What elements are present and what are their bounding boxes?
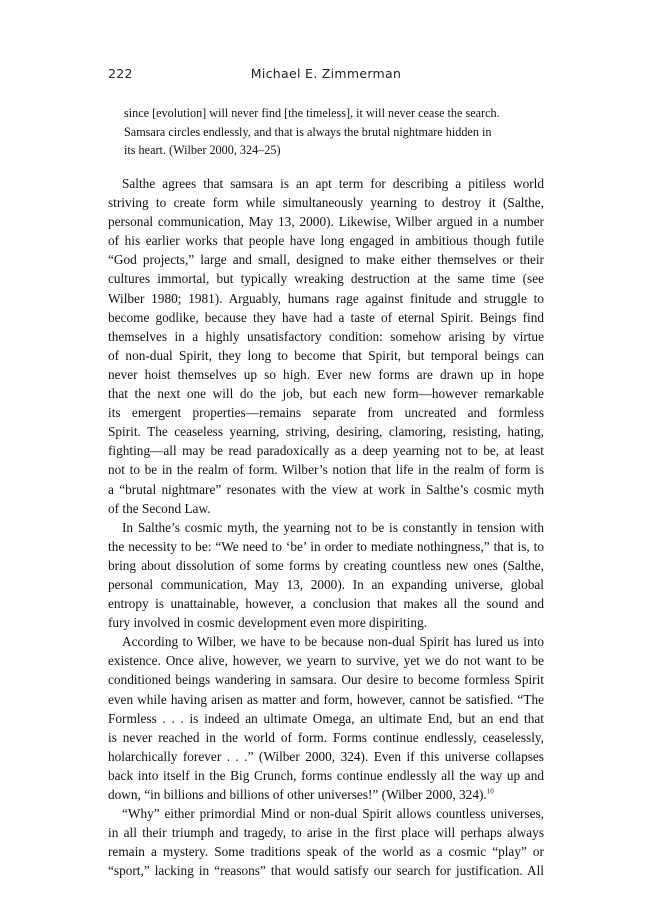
text-line: of his earlier works that people have long engaged in ambitious though futile: [108, 233, 544, 249]
page-number: 222: [108, 66, 133, 81]
text-line: is never reached in the world of form. Forms continue endlessly, ceaselessly,: [108, 729, 544, 745]
text-line: themselves in a highly unsatisfactory condition: somehow arising by virtue: [108, 328, 544, 344]
running-head-author: Michael E. Zimmerman: [250, 66, 402, 81]
footnote-marker[interactable]: 10: [486, 787, 494, 796]
paragraph: [108, 632, 544, 804]
text-line: a “brutal nightmare” resonates with the view at work in Salthe’s cosmic myth: [108, 481, 544, 497]
text-line: existence. Once alive, however, we yearn to survive, yet we do not want to be: [108, 653, 544, 669]
text-line: become godlike, because they have had a taste of eternal Spirit. Beings find: [108, 309, 544, 325]
text-line-content: down, “in billions and billions of other universes!” (Wilber 2000, 324).: [108, 787, 487, 802]
text-line: cultures immortal, but typically wreaking destruction at the same time (see: [108, 271, 544, 287]
text-line: fury involved in cosmic development even more dispiriting.: [108, 615, 428, 631]
paragraph: [108, 174, 544, 518]
text-line: “God projects,” large and small, designed to make either themselves or their: [108, 252, 544, 268]
text-line: personal communication, May 13, 2000). In an expanding universe, global: [108, 576, 544, 592]
text-line: personal communication, May 13, 2000). Likewise, Wilber argued in a number: [108, 214, 544, 230]
text-line: never hoist themselves up so high. Ever new forms are drawn up in hope: [108, 366, 544, 382]
text-line: “Why” either primordial Mind or non-dual Spirit allows countless universes,: [122, 806, 544, 822]
text-line: in all their triumph and tragedy, to arise in the first place will perhaps always: [108, 825, 544, 841]
text-line: entropy is unattainable, however, a conclusion that makes all the sound and: [108, 596, 544, 612]
text-line: striving to create form while simultaneously yearning to destroy it (Salthe,: [108, 195, 544, 211]
text-line: even while having arisen as matter and form, however, cannot be satisfied. “The: [108, 691, 544, 707]
paragraph: [108, 804, 544, 880]
running-head: [108, 66, 544, 88]
quote-line: its heart. (Wilber 2000, 324–25): [124, 143, 281, 158]
block-quote: [124, 104, 534, 160]
text-line: conditioned beings wandering in samsara. Our desire to become formless Spirit: [108, 672, 544, 688]
text-line: back into itself in the Big Crunch, forms continue endlessly all the way up and: [108, 767, 544, 783]
text-line: “sport,” lacking in “reasons” that would satisfy our search for justification. All: [108, 863, 544, 879]
text-line: bring about dissolution of some forms by creating countless new ones (Salthe,: [108, 557, 544, 573]
text-line: Formless . . . is indeed an ultimate Omega, an ultimate End, but an end that: [108, 710, 544, 726]
text-line: In Salthe’s cosmic myth, the yearning not to be is constantly in tension with: [122, 519, 544, 535]
text-line: that the next one will do the job, but each new form—however remarkable: [108, 386, 544, 402]
text-line: of the Second Law.: [108, 500, 211, 516]
paragraph: [108, 518, 544, 633]
quote-line: since [evolution] will never find [the timeless], it will never cease the search.: [124, 106, 500, 120]
text-line: Wilber 1980; 1981). Arguably, humans rage against finitude and struggle to: [108, 290, 544, 306]
text-line: According to Wilber, we have to be because non-dual Spirit has lured us into: [122, 634, 544, 650]
text-line: holarchically forever . . .” (Wilber 2000, 324). Even if this universe collapses: [108, 748, 544, 764]
body-text: [108, 174, 544, 880]
text-line: remain a mystery. Some traditions speak of the world as a cosmic “play” or: [108, 844, 544, 860]
text-line: [108, 785, 544, 804]
text-line: Spirit. The ceaseless yearning, striving, desiring, clamoring, resisting, hating,: [108, 424, 544, 440]
quote-line: Samsara circles endlessly, and that is always the brutal nightmare hidden in: [124, 124, 492, 139]
text-line: the necessity to be: “We need to ‘be’ in order to mediate nothingness,” that is, to: [108, 538, 544, 554]
text-line: fighting—all may be read paradoxically as a deep yearning not to be, at least: [108, 443, 544, 459]
text-line: of non-dual Spirit, they long to become that Spirit, but temporal beings can: [108, 347, 544, 363]
text-line: Salthe agrees that samsara is an apt term for describing a pitiless world: [122, 176, 544, 191]
text-line: its emergent properties—remains separate from uncreated and formless: [108, 405, 544, 421]
text-line: not to be in the realm of form. Wilber’s notion that life in the realm of form is: [108, 462, 544, 478]
